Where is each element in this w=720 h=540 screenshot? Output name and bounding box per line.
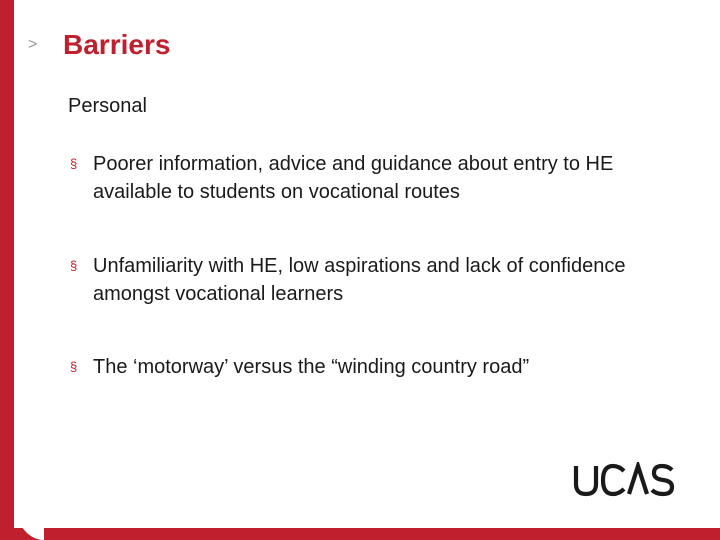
chevron-right-icon: > <box>28 36 38 53</box>
ucas-logo-mark <box>572 462 678 498</box>
bullet-item <box>68 150 668 206</box>
bullet-text: Unfamiliarity with HE, low aspirations and lack of confidence amongst vocational learners <box>93 255 626 305</box>
bullet-text: The ‘motorway’ versus the “winding country road” <box>93 356 530 378</box>
bullet-marker-icon: § <box>70 359 78 374</box>
bullet-marker-icon: § <box>70 258 78 273</box>
slide-subtitle: Personal <box>68 95 147 117</box>
bullet-item <box>68 353 668 381</box>
slide-frame-curve <box>14 0 44 540</box>
bullet-item <box>68 252 668 308</box>
ucas-logo <box>572 462 678 503</box>
bullet-text: Poorer information, advice and guidance about entry to HE available to students on vocational routes <box>93 153 614 203</box>
bullet-list <box>68 150 668 381</box>
left-accent-bar <box>0 0 14 540</box>
bullet-marker-icon: § <box>70 156 78 171</box>
bottom-accent-bar <box>0 528 720 540</box>
slide-title: Barriers <box>63 29 171 60</box>
